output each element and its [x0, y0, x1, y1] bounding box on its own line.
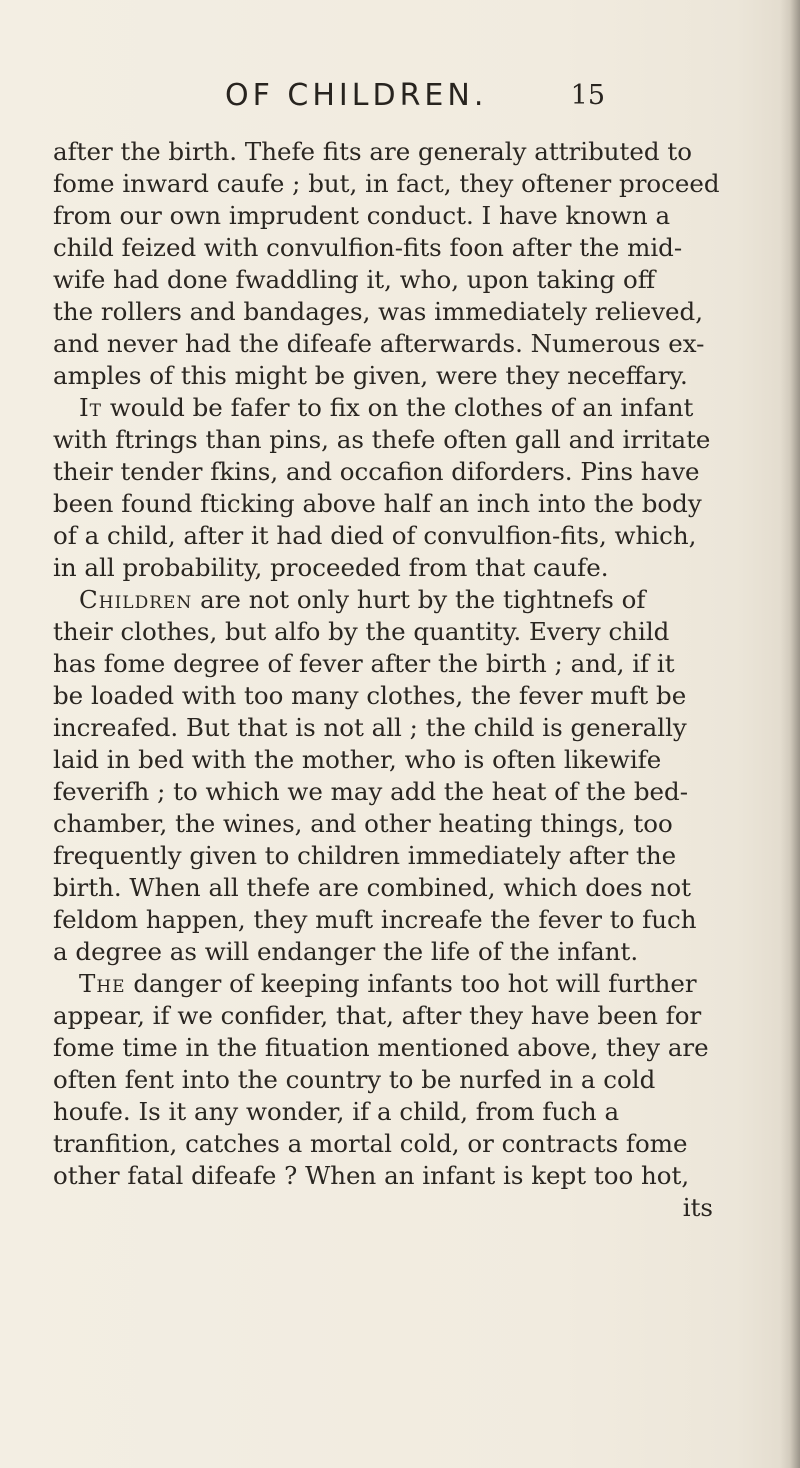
- text-line: been found fticking above half an inch into the body: [53, 489, 702, 518]
- paragraph-start-text: would be fafer to fix on the clothes of an infant: [102, 393, 694, 422]
- text-line: be loaded with too many clothes, the fever muft be: [53, 681, 687, 710]
- paragraph-start-line: [53, 392, 761, 424]
- text-line: amples of this might be given, were they neceffary.: [53, 361, 688, 390]
- text-line: feldom happen, they muft increafe the fever to fuch: [53, 905, 697, 934]
- text-line: of a child, after it had died of convulfion-fits, which,: [53, 521, 697, 550]
- text-line: increafed. But that is not all ; the child is generally: [53, 713, 687, 742]
- text-line: with ftrings than pins, as thefe often gall and irritate: [53, 425, 711, 454]
- text-line: and never had the difeafe afterwards. Numerous ex-: [53, 329, 705, 358]
- text-line: in all probability, proceeded from that caufe.: [53, 553, 609, 582]
- text-line: has fome degree of fever after the birth ; and, if it: [53, 649, 675, 678]
- text-line: often fent into the country to be nurfed in a cold: [53, 1065, 656, 1094]
- text-line: birth. When all thefe are combined, which does not: [53, 873, 691, 902]
- text-line: houfe. Is it any wonder, if a child, from fuch a: [53, 1097, 620, 1126]
- text-line: fome inward caufe ; but, in fact, they oftener proceed: [53, 169, 720, 198]
- text-line: child feized with convulfion-fits foon after the mid-: [53, 233, 683, 262]
- page-number: 15: [570, 80, 605, 111]
- text-line: their clothes, but alfo by the quantity. Every child: [53, 617, 670, 646]
- running-head: OF CHILDREN.: [225, 78, 488, 113]
- text-line: their tender fkins, and occafion diforders. Pins have: [53, 457, 700, 486]
- paragraph-lead-word: It: [79, 393, 103, 422]
- text-line: tranfition, catches a mortal cold, or contracts fome: [53, 1129, 688, 1158]
- page-header: [225, 78, 605, 124]
- catchword: its: [682, 1193, 713, 1222]
- paragraph-start-text: are not only hurt by the tightnefs of: [192, 585, 646, 614]
- paragraph-lead-word: The: [79, 969, 126, 998]
- text-line: after the birth. Thefe fits are generaly attributed to: [53, 137, 692, 166]
- text-line: laid in bed with the mother, who is often likewife: [53, 745, 662, 774]
- text-line: wife had done fwaddling it, who, upon taking off: [53, 265, 656, 294]
- text-line: the rollers and bandages, was immediately relieved,: [53, 297, 704, 326]
- paragraph-start-line: [53, 584, 761, 616]
- text-line: frequently given to children immediately after the: [53, 841, 677, 870]
- paragraph-lead-word: Children: [79, 585, 193, 614]
- paragraph-start-text: danger of keeping infants too hot will further: [125, 969, 697, 998]
- text-line: feverifh ; to which we may add the heat of the bed-: [53, 777, 688, 806]
- text-line: a degree as will endanger the life of the infant.: [53, 937, 639, 966]
- text-line: fome time in the fituation mentioned above, they are: [53, 1033, 709, 1062]
- paragraph-start-line: [53, 968, 761, 1000]
- page-edge-shadow: [780, 0, 800, 1468]
- text-line: appear, if we confider, that, after they have been for: [53, 1001, 702, 1030]
- body-text: [53, 136, 761, 1224]
- text-line: chamber, the wines, and other heating things, too: [53, 809, 673, 838]
- text-line: other fatal difeafe ? When an infant is kept too hot,: [53, 1161, 690, 1190]
- text-line: from our own imprudent conduct. I have known a: [53, 201, 671, 230]
